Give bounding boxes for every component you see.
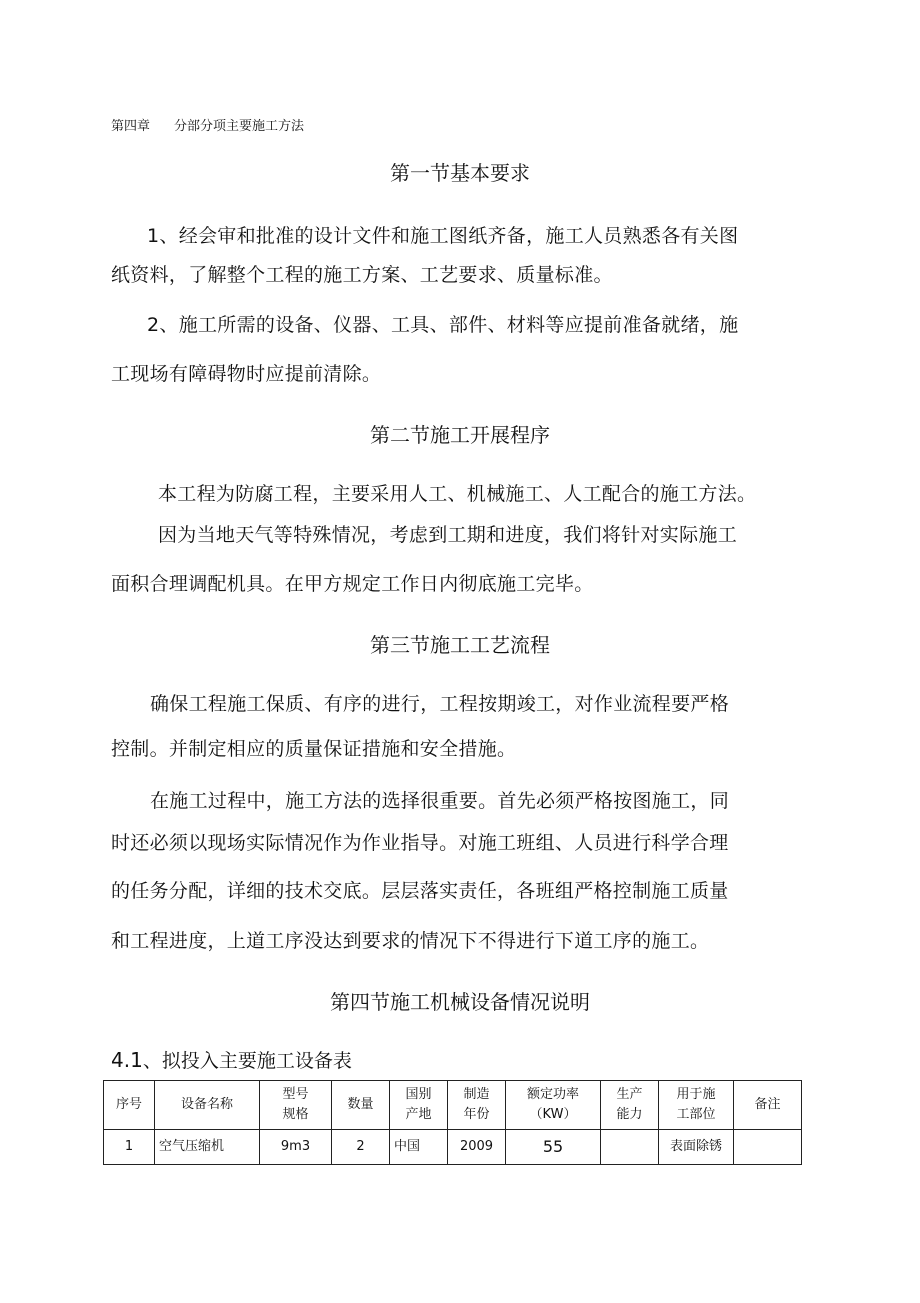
table-cell: 55 [506, 1130, 601, 1165]
table-row [104, 1130, 802, 1165]
header-cell: 生产 能力 [601, 1081, 659, 1130]
equipment-table [103, 1080, 802, 1165]
table-cell [601, 1130, 659, 1165]
s1-p2-line1 [147, 310, 738, 337]
s1-p1-text: 、经会审和批准的设计文件和施工图纸齐备，施工人员熟悉各有关图 [159, 225, 739, 247]
s2-p1: 本工程为防腐工程，主要采用人工、机械施工、人工配合的施工方法。 [158, 483, 757, 505]
table-cell: 1 [104, 1130, 155, 1165]
section-2-title: 第二节施工开展程序 [370, 423, 550, 447]
section-1-title: 第一节基本要求 [390, 161, 530, 185]
header-cell: 用于施 工部位 [659, 1081, 734, 1130]
s1-p1-number: 1 [147, 225, 160, 247]
table-cell: 9m3 [260, 1130, 332, 1165]
s2-p2-line2: 面积合理调配机具。在甲方规定工作日内彻底施工完毕。 [111, 573, 594, 595]
header-cell: 设备名称 [155, 1081, 260, 1130]
s1-p1-line1 [147, 221, 738, 248]
header-cell: 型号 规格 [260, 1081, 332, 1130]
table-cell: 2 [332, 1130, 390, 1165]
s1-p2-number: 2 [147, 314, 160, 336]
chapter-heading [111, 115, 304, 134]
section-3-title: 第三节施工工艺流程 [370, 633, 550, 657]
table-cell: 中国 [390, 1130, 448, 1165]
s3-p1-line1: 确保工程施工保质、有序的进行，工程按期竣工，对作业流程要严格 [150, 693, 730, 715]
header-cell: 制造 年份 [448, 1081, 506, 1130]
table-cell [734, 1130, 802, 1165]
s3-p2-line1: 在施工过程中，施工方法的选择很重要。首先必须严格按图施工，同 [150, 790, 730, 812]
s3-p1-line2: 控制。并制定相应的质量保证措施和安全措施。 [111, 738, 517, 760]
header-cell: 数量 [332, 1081, 390, 1130]
subtitle-number: 4.1 [111, 1048, 143, 1072]
table-cell: 空气压缩机 [155, 1130, 260, 1165]
table-cell: 2009 [448, 1130, 506, 1165]
header-cell: 国别 产地 [390, 1081, 448, 1130]
table-cell: 表面除锈 [659, 1130, 734, 1165]
s2-p2-line1: 因为当地天气等特殊情况，考虑到工期和进度，我们将针对实际施工 [158, 524, 738, 546]
chapter-title: 分部分项主要施工方法 [174, 119, 305, 134]
section-4-title: 第四节施工机械设备情况说明 [330, 990, 590, 1014]
s3-p2-line2: 时还必须以现场实际情况作为作业指导。对施工班组、人员进行科学合理 [111, 832, 729, 854]
table-header-row [104, 1081, 802, 1130]
subtitle-text: 、拟投入主要施工设备表 [142, 1050, 352, 1072]
header-cell: 序号 [104, 1081, 155, 1130]
s3-p2-line4: 和工程进度，上道工序没达到要求的情况下不得进行下道工序的施工。 [111, 930, 710, 952]
header-cell: 额定功率 （KW） [506, 1081, 601, 1130]
header-cell: 备注 [734, 1081, 802, 1130]
s1-p2-text: 、施工所需的设备、仪器、工具、部件、材料等应提前准备就绪，施 [159, 314, 739, 336]
table-subtitle [111, 1046, 352, 1073]
s1-p2-line2: 工现场有障碍物时应提前清除。 [111, 363, 382, 385]
s3-p2-line3: 的任务分配，详细的技术交底。层层落实责任，各班组严格控制施工质量 [111, 880, 729, 902]
s1-p1-line2: 纸资料，了解整个工程的施工方案、工艺要求、质量标准。 [111, 264, 613, 286]
chapter-label: 第四章 [111, 119, 151, 134]
